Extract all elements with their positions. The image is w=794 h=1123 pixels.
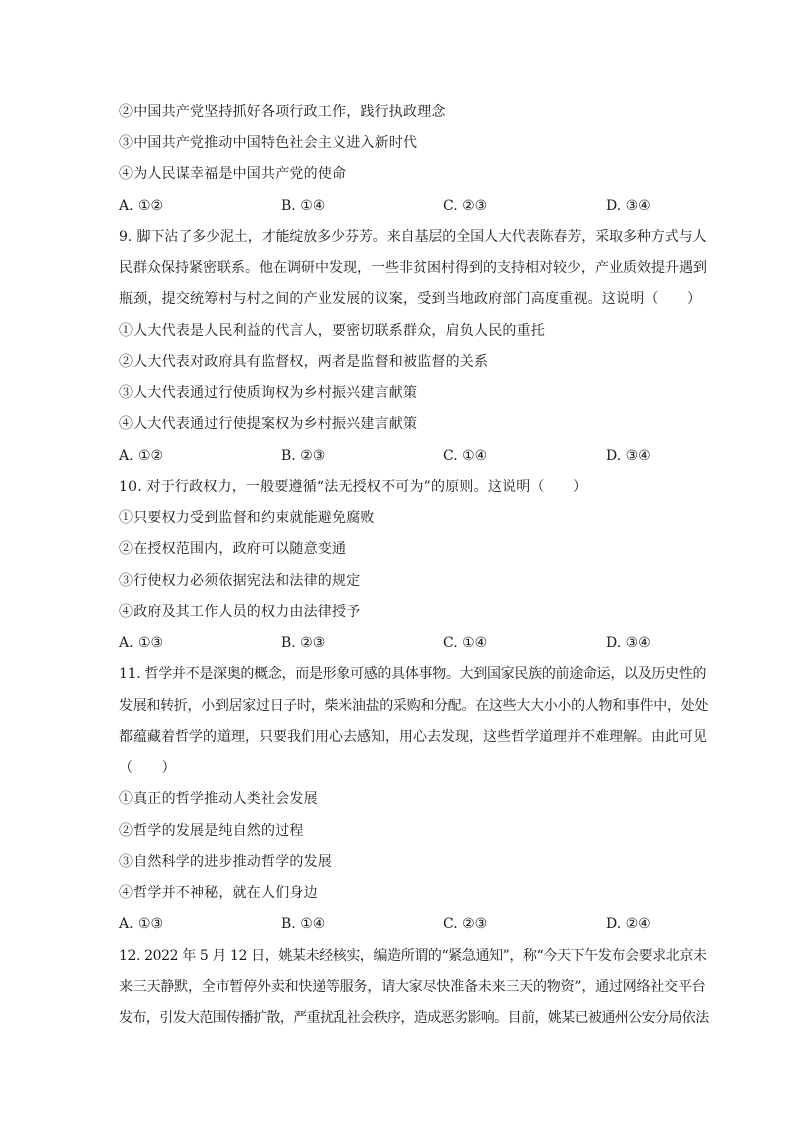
q9-stem-line-3: 瓶颈，提交统筹村与村之间的产业发展的议案，受到当地政府部门高度重视。这说明（ ） bbox=[119, 291, 702, 307]
q8-option-c: C. ②③ bbox=[443, 198, 488, 214]
q11-statement-1: ①真正的哲学推动人类社会发展 bbox=[119, 791, 318, 807]
q11-statement-2: ②哲学的发展是纯自然的过程 bbox=[119, 823, 304, 839]
q9-options bbox=[119, 447, 679, 465]
q11-option-a: A. ①③ bbox=[119, 916, 164, 932]
q9-option-d: D. ③④ bbox=[606, 448, 651, 464]
q9-statement-3: ③人大代表通过行使质询权为乡村振兴建言献策 bbox=[119, 385, 418, 401]
q9-statement-4: ④人大代表通过行使提案权为乡村振兴建言献策 bbox=[119, 416, 418, 432]
q11-options bbox=[119, 915, 679, 933]
q10-statement-4: ④政府及其工作人员的权力由法律授予 bbox=[119, 604, 361, 620]
q11-stem-line-4: （ ） bbox=[119, 760, 176, 776]
q9-option-c: C. ①④ bbox=[443, 448, 488, 464]
q10-stem-line-1: 10. 对于行政权力，一般要遵循“法无授权不可为”的原则。这说明（ ） bbox=[119, 479, 588, 495]
q10-option-c: C. ①④ bbox=[443, 635, 488, 651]
q9-statement-1: ①人大代表是人民利益的代言人，要密切联系群众，肩负人民的重托 bbox=[119, 323, 545, 339]
q11-option-d: D. ②④ bbox=[606, 916, 651, 932]
q10-option-d: D. ③④ bbox=[606, 635, 651, 651]
q11-option-b: B. ①④ bbox=[281, 916, 326, 932]
q12-stem-line-3: 发布，引发大范围传播扩散，严重扰乱社会秩序，造成恶劣影响。目前，姚某已被通州公安分局依法 bbox=[119, 1010, 709, 1026]
q8-statement-4: ④为人民谋幸福是中国共产党的使命 bbox=[119, 166, 347, 182]
q10-statement-1: ①只要权力受到监督和约束就能避免腐败 bbox=[119, 510, 375, 526]
q9-stem-line-2: 民群众保持紧密联系。他在调研中发现，一些非贫困村得到的支持相对较少，产业质效提升遇到 bbox=[119, 260, 707, 276]
q10-option-a: A. ①③ bbox=[119, 635, 164, 651]
q8-option-a: A. ①② bbox=[119, 198, 164, 214]
q8-option-d: D. ③④ bbox=[606, 198, 651, 214]
q8-option-b: B. ①④ bbox=[281, 198, 326, 214]
q12-stem-line-1: 12. 2022 年 5 月 12 日，姚某未经核实，编造所谓的“紧急通知”，称“今天下午发布会要求北京未 bbox=[119, 948, 707, 964]
q9-stem-line-1: 9. 脚下沾了多少泥土，才能绽放多少芬芳。来自基层的全国人大代表陈春芳，采取多种方式与人 bbox=[119, 229, 707, 245]
q10-options bbox=[119, 634, 679, 652]
q11-option-c: C. ②③ bbox=[443, 916, 488, 932]
q11-stem-line-3: 都蕴藏着哲学的道理，只要我们用心去感知，用心去发现，这些哲学道理并不难理解。由此可见 bbox=[119, 729, 707, 745]
q9-option-a: A. ①② bbox=[119, 448, 164, 464]
q9-statement-2: ②人大代表对政府具有监督权，两者是监督和被监督的关系 bbox=[119, 354, 489, 370]
q9-option-b: B. ②③ bbox=[281, 448, 326, 464]
q11-statement-3: ③自然科学的进步推动哲学的发展 bbox=[119, 854, 332, 870]
q10-statement-2: ②在授权范围内，政府可以随意变通 bbox=[119, 541, 347, 557]
q11-statement-4: ④哲学并不神秘，就在人们身边 bbox=[119, 885, 318, 901]
q12-stem-line-2: 来三天静默，全市暂停外卖和快递等服务，请大家尽快准备未来三天的物资”，通过网络社交平台 bbox=[119, 979, 706, 995]
q8-statement-3: ③中国共产党推动中国特色社会主义进入新时代 bbox=[119, 135, 418, 151]
q10-option-b: B. ②③ bbox=[281, 635, 326, 651]
q8-statement-2: ②中国共产党坚持抓好各项行政工作，践行执政理念 bbox=[119, 104, 446, 120]
q8-options bbox=[119, 197, 679, 215]
q11-stem-line-1: 11. 哲学并不是深奥的概念，而是形象可感的具体事物。大到国家民族的前途命运，以及历史性的 bbox=[119, 666, 707, 682]
q11-stem-line-2: 发展和转折，小到居家过日子时，柴米油盐的采购和分配。在这些大大小小的人物和事件中，处处 bbox=[119, 698, 709, 714]
q10-statement-3: ③行使权力必须依据宪法和法律的规定 bbox=[119, 573, 361, 589]
